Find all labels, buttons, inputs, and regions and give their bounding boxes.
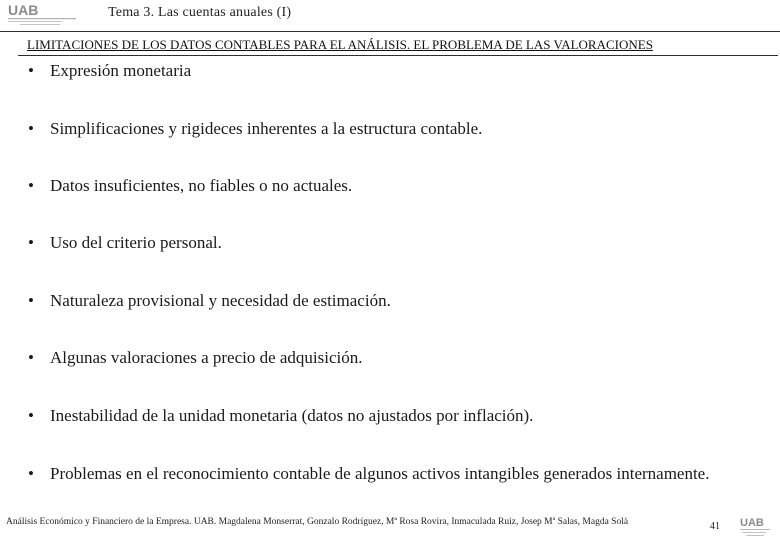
bullet-item [28, 461, 748, 486]
bullet-marker: • [28, 464, 34, 483]
bullet-marker: • [28, 291, 34, 310]
bullet-marker: • [28, 406, 34, 425]
bullet-text: Naturaleza provisional y necesidad de estimación. [50, 291, 391, 310]
uab-logo [6, 2, 82, 26]
uab-logo-wordmark: UAB [8, 2, 39, 18]
uab-logo-mark [6, 2, 82, 26]
bullet-item [28, 116, 748, 141]
bullet-text: Simplificaciones y rigideces inherentes a la estructura contable. [50, 119, 483, 138]
bullet-text: Expresión monetaria [50, 61, 192, 80]
bullet-text: Problemas en el reconocimiento contable de algunos activos intangibles generados internamente. [50, 464, 710, 483]
header-divider [0, 31, 780, 32]
bullet-text: Datos insuficientes, no fiables o no actuales. [50, 176, 353, 195]
bullet-marker: • [28, 119, 34, 138]
bullet-marker: • [28, 233, 34, 252]
title-divider [18, 55, 778, 56]
bullet-text: Uso del criterio personal. [50, 233, 222, 252]
bullet-item [28, 173, 748, 198]
bullet-item [28, 403, 748, 428]
bullet-marker: • [28, 176, 34, 195]
bullet-marker: • [28, 61, 34, 80]
footer-credits: Análisis Económico y Financiero de la Empresa. UAB. Magdalena Monserrat, Gonzalo Rodríguez, Mª Rosa Rovira, Inmaculada Ruiz, Josep Mª Salas, Magda Solà [6, 517, 629, 527]
bullet-text: Inestabilidad de la unidad monetaria (datos no ajustados por inflación). [50, 406, 534, 425]
page-number: 41 [710, 521, 720, 532]
header-title: Tema 3. Las cuentas anuales (I) [108, 5, 292, 20]
section-title: LIMITACIONES DE LOS DATOS CONTABLES PARA EL ANÁLISIS. EL PROBLEMA DE LAS VALORACIONES [27, 37, 653, 52]
uab-footer-logo-mark [738, 515, 774, 539]
bullet-item [28, 230, 748, 255]
bullet-item [28, 288, 748, 313]
bullet-text: Algunas valoraciones a precio de adquisición. [50, 348, 363, 367]
uab-footer-logo-wordmark: UAB [740, 517, 764, 529]
bullet-marker: • [28, 348, 34, 367]
bullet-item [28, 58, 748, 83]
uab-footer-logo [738, 515, 774, 539]
bullet-item [28, 345, 748, 370]
